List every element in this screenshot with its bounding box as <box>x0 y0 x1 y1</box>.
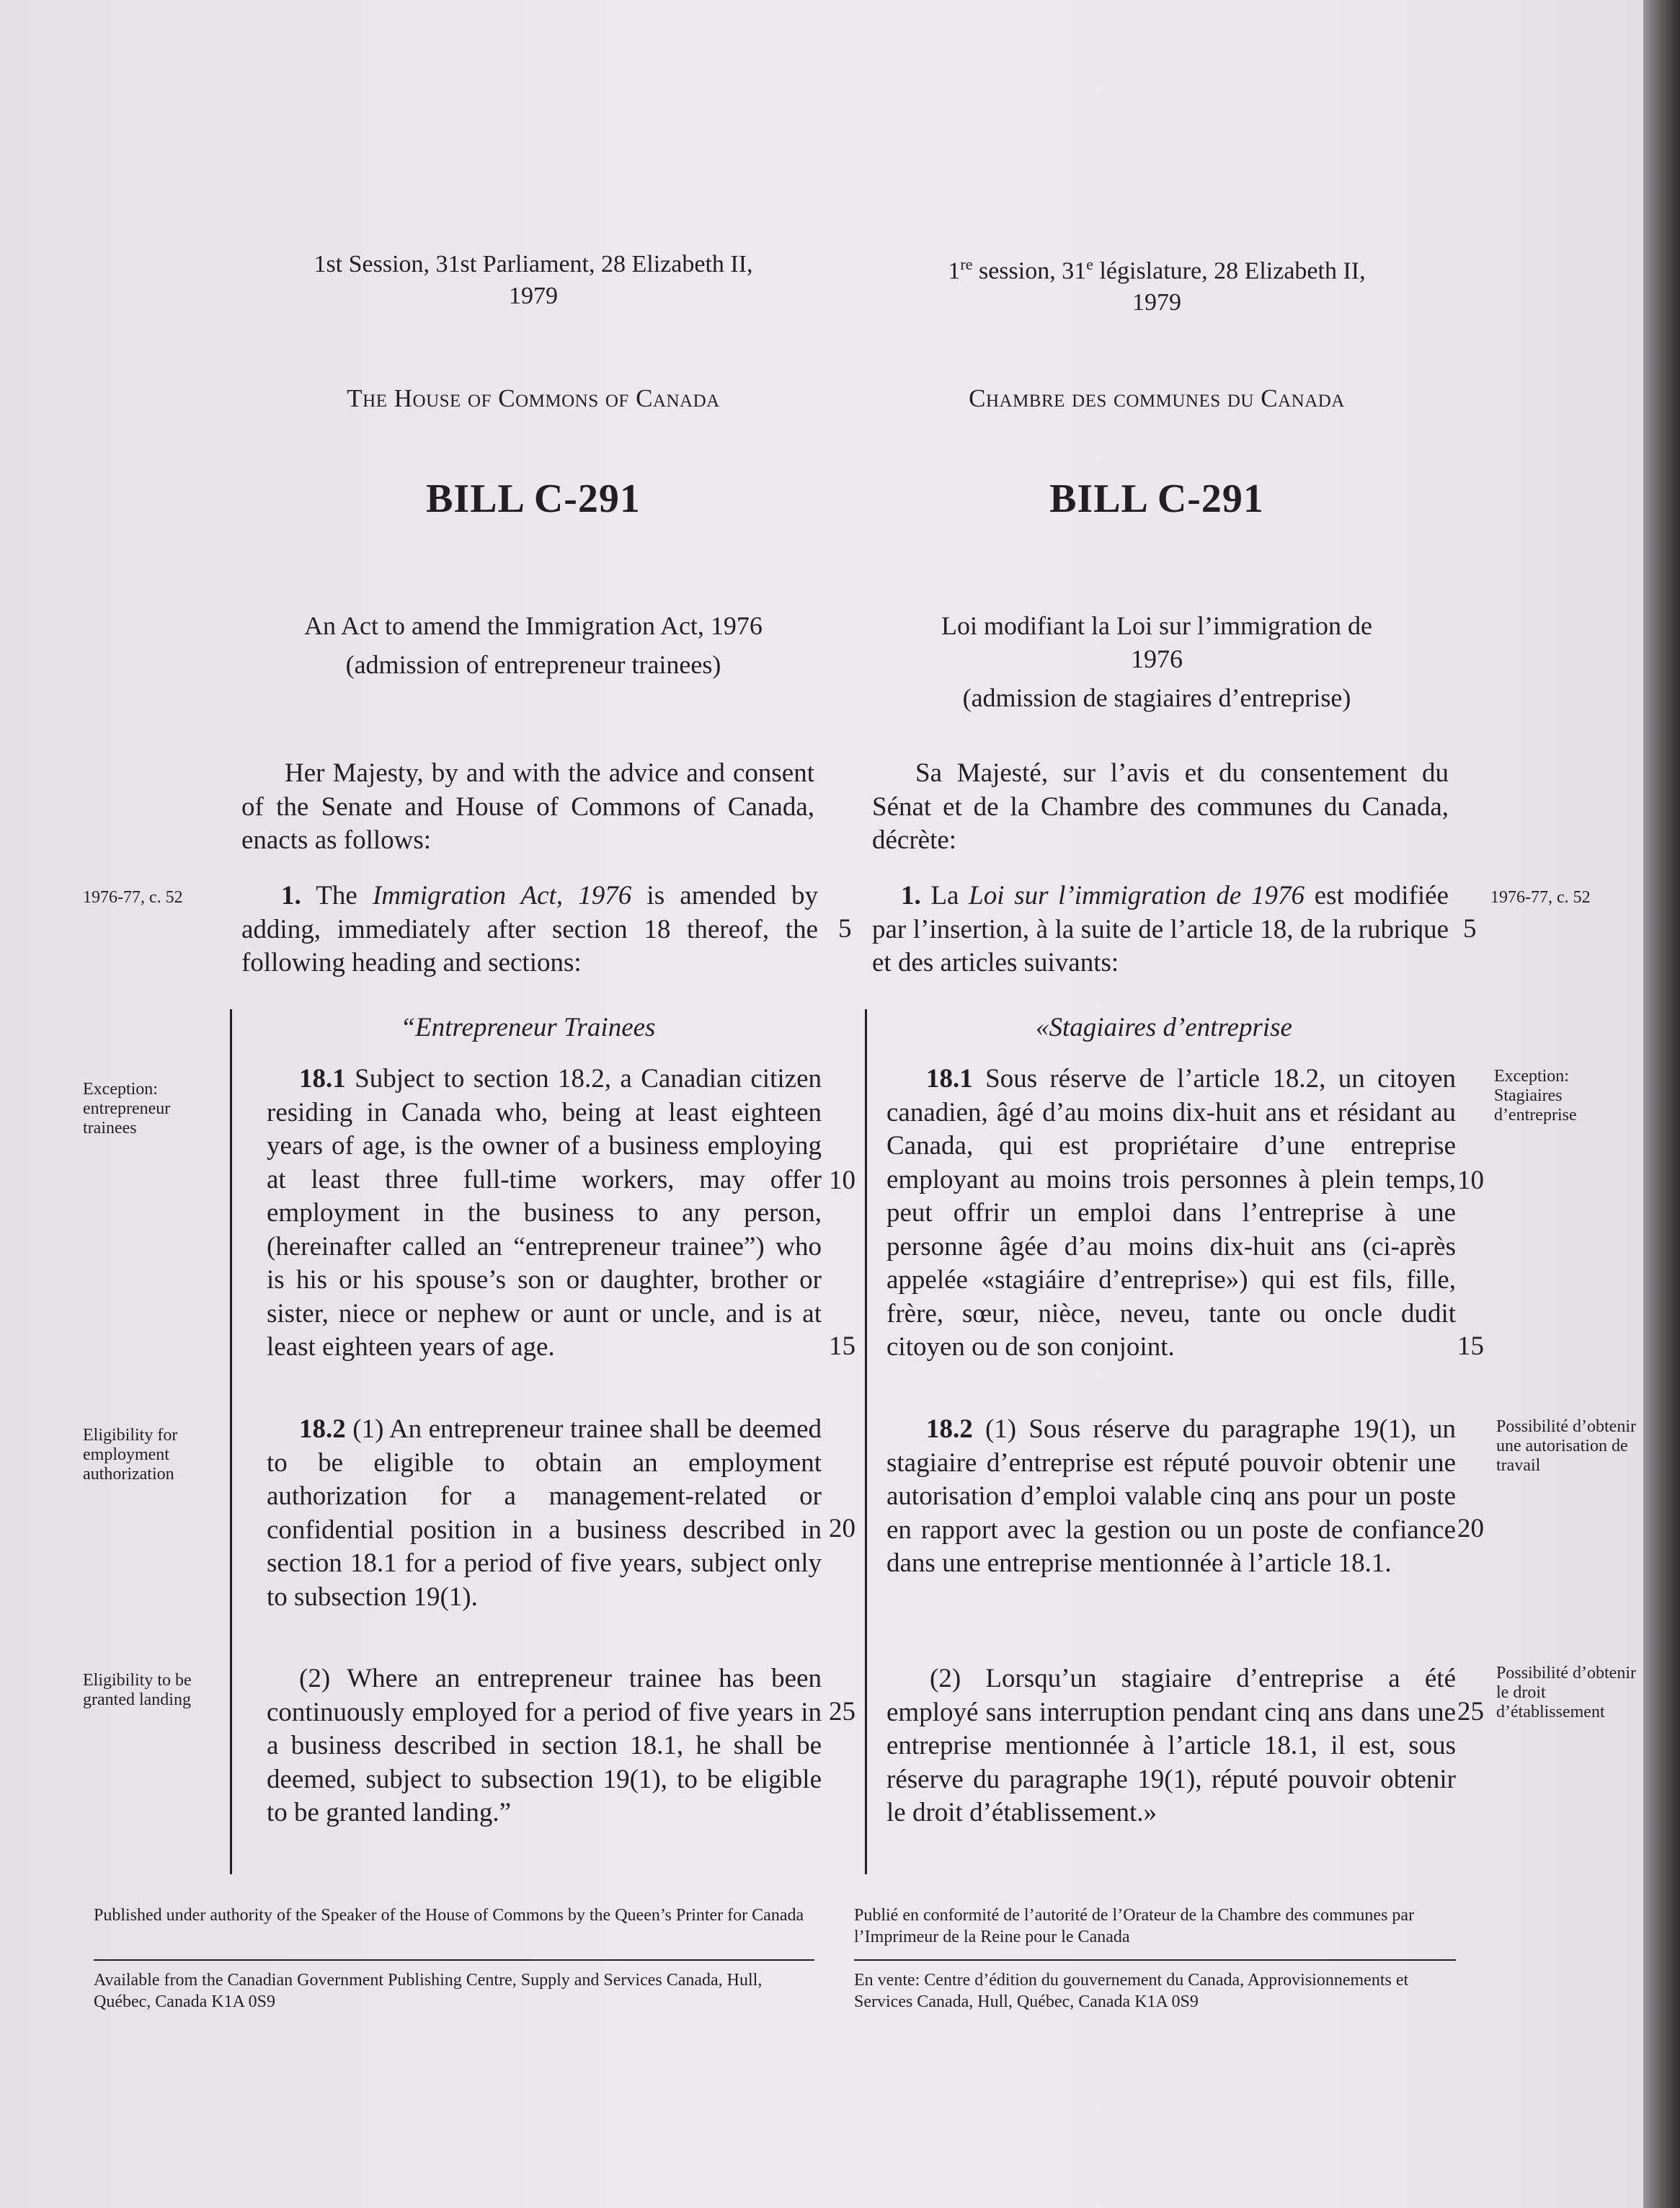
right-footer-rule <box>854 1959 1456 1961</box>
right-margin-possibilite-etablissement: Possibilité d’obtenir le droit d’établissement <box>1496 1664 1636 1721</box>
right-margin-citation: 1976-77, c. 52 <box>1490 888 1591 907</box>
left-margin-landing: Eligibility to be granted landing <box>83 1671 192 1709</box>
right-section-18-1: 18.1 Sous réserve de l’article 18.2, un citoyen canadien, âgé d’au moins dix-huit ans et résidant au Canada, qui est propriétaire d’une entreprise employant au moins trois personnes à plein temps, peut offrir un emploi dans l’entreprise à une personne âgée d’au moins dix-huit ans (ci-après appelée «stagiáire d’entreprise») qui est fils, fille, frère, sœur, nièce, neveu, tante ou oncle dudit citoyen ou de son conjoint. <box>886 1064 1457 1362</box>
left-footer-available: Available from the Canadian Government Publishing Centre, Supply and Services Canada, Hull, Québec, Canada K1A 0S9 <box>94 1971 763 2011</box>
binding-spine <box>1643 0 1680 2208</box>
right-house-title: Chambre des communes du Canada <box>969 384 1345 412</box>
left-session-header <box>238 249 829 312</box>
line-number-10-left: 10 <box>829 1166 855 1195</box>
left-section-18-2-2: (2) Where an entrepreneur trainee has been continuously employed for a period of five years in a business described in section 18.1, he shall be deemed, subject to subsection 19(1), to be eligible to be granted landing.” <box>267 1664 822 1827</box>
right-bill-number: BILL C-291 <box>1049 476 1264 521</box>
left-margin-citation: 1976-77, c. 52 <box>83 888 183 907</box>
right-margin-exception: Exception: Stagiaires d’entreprise <box>1494 1067 1577 1125</box>
left-amendment-bar <box>230 1009 232 1874</box>
left-enacting-clause: Her Majesty, by and with the advice and consent of the Senate and House of Commons of Canada, enacts as follows: <box>241 758 814 855</box>
left-clause-1: 1. The Immigration Act, 1976 is amended by adding, immediately after section 18 thereof, the following heading and sections: <box>241 881 819 977</box>
right-session-line2: 1979 <box>1132 289 1181 316</box>
right-session-line1: 1re session, 31e législature, 28 Elizabeth II, <box>948 255 1366 285</box>
right-bill-title: Loi modifiant la Loi sur l’immigration de 1976 (admission de stagiaires d’entreprise) <box>941 611 1372 712</box>
line-number-20-left: 20 <box>829 1514 855 1543</box>
line-number-5-left: 5 <box>838 914 852 944</box>
left-margin-eligibility: Eligibility for employment authorization <box>83 1426 178 1484</box>
right-clause-1: 1. La Loi sur l’immigration de 1976 est modifiée par l’insertion, à la suite de l’article 18, de la rubrique et des articles suivants: <box>872 881 1449 977</box>
line-number-25-left: 25 <box>829 1697 855 1726</box>
line-number-20-right: 20 <box>1457 1514 1484 1543</box>
right-amendment-bar <box>865 1009 867 1874</box>
right-enacting-clause: Sa Majesté, sur l’avis et du consentement du Sénat et de la Chambre des communes du Canada, décrète: <box>872 758 1449 855</box>
right-section-18-2-2: (2) Lorsqu’un stagiaire d’entreprise a été employé sans interruption pendant cinq ans dans une entreprise mentionnée à l’article 18.1, il est, sous réserve du paragraphe 19(1), réputé pouvoir obtenir le droit d’établissement.» <box>886 1664 1456 1827</box>
right-footer-published: Publié en conformité de l’autorité de l’Orateur de la Chambre des communes par l’Imprimeur de la Reine pour le Canada <box>854 1906 1415 1946</box>
left-footer-published: Published under authority of the Speaker of the House of Commons by the Queen’s Printer for Canada <box>94 1906 804 1925</box>
left-section-18-1: 18.1 Subject to section 18.2, a Canadian citizen residing in Canada who, being at least eighteen years of age, is the owner of a business employing at least three full-time workers, may offer employment in the business to any person, (hereinafter called an “entrepreneur trainee”) who is his or his spouse’s son or daughter, brother or sister, niece or nephew or aunt or uncle, and is at least eighteen years of age. <box>267 1064 822 1362</box>
left-house-title: The House of Commons of Canada <box>347 384 720 412</box>
left-margin-exception: Exception: entrepreneur trainees <box>83 1080 171 1138</box>
line-number-5-right: 5 <box>1463 914 1477 944</box>
line-number-15-left: 15 <box>829 1331 855 1361</box>
line-number-15-right: 15 <box>1457 1331 1484 1361</box>
right-footer-available: En vente: Centre d’édition du gouvernement du Canada, Approvisionnements et Services Canada, Hull, Québec, Canada K1A 0S9 <box>854 1971 1409 2011</box>
line-number-10-right: 10 <box>1457 1166 1484 1195</box>
left-section-18-2-1: 18.2 (1) An entrepreneur trainee shall be deemed to be eligible to obtain an employment authorization for a management-related or confidential position in a business described in section 18.1 for a period of five years, subject only to subsection 19(1). <box>267 1414 822 1612</box>
left-footer-rule <box>94 1959 814 1961</box>
right-session-header <box>865 249 1449 319</box>
left-bill-number: BILL C-291 <box>426 476 641 521</box>
right-heading-stagiaires: «Stagiaires d’entreprise <box>1036 1013 1292 1042</box>
left-session-line1: 1st Session, 31st Parliament, 28 Elizabeth II, <box>314 251 753 278</box>
right-section-18-2-1: 18.2 (1) Sous réserve du paragraphe 19(1), un stagiaire d’entreprise est réputé pouvoir obtenir une autorisation d’emploi valable cinq ans pour un poste en rapport avec la gestion ou un poste de confiance dans une entreprise mentionnée à l’article 18.1. <box>886 1414 1457 1578</box>
right-margin-possibilite-travail: Possibilité d’obtenir une autorisation de travail <box>1496 1417 1636 1475</box>
left-heading-entrepreneur-trainees: “Entrepreneur Trainees <box>400 1013 656 1042</box>
left-bill-title: An Act to amend the Immigration Act, 1976 (admission of entrepreneur trainees) <box>304 611 763 679</box>
left-session-line2: 1979 <box>509 283 558 309</box>
line-number-25-right: 25 <box>1457 1697 1484 1726</box>
